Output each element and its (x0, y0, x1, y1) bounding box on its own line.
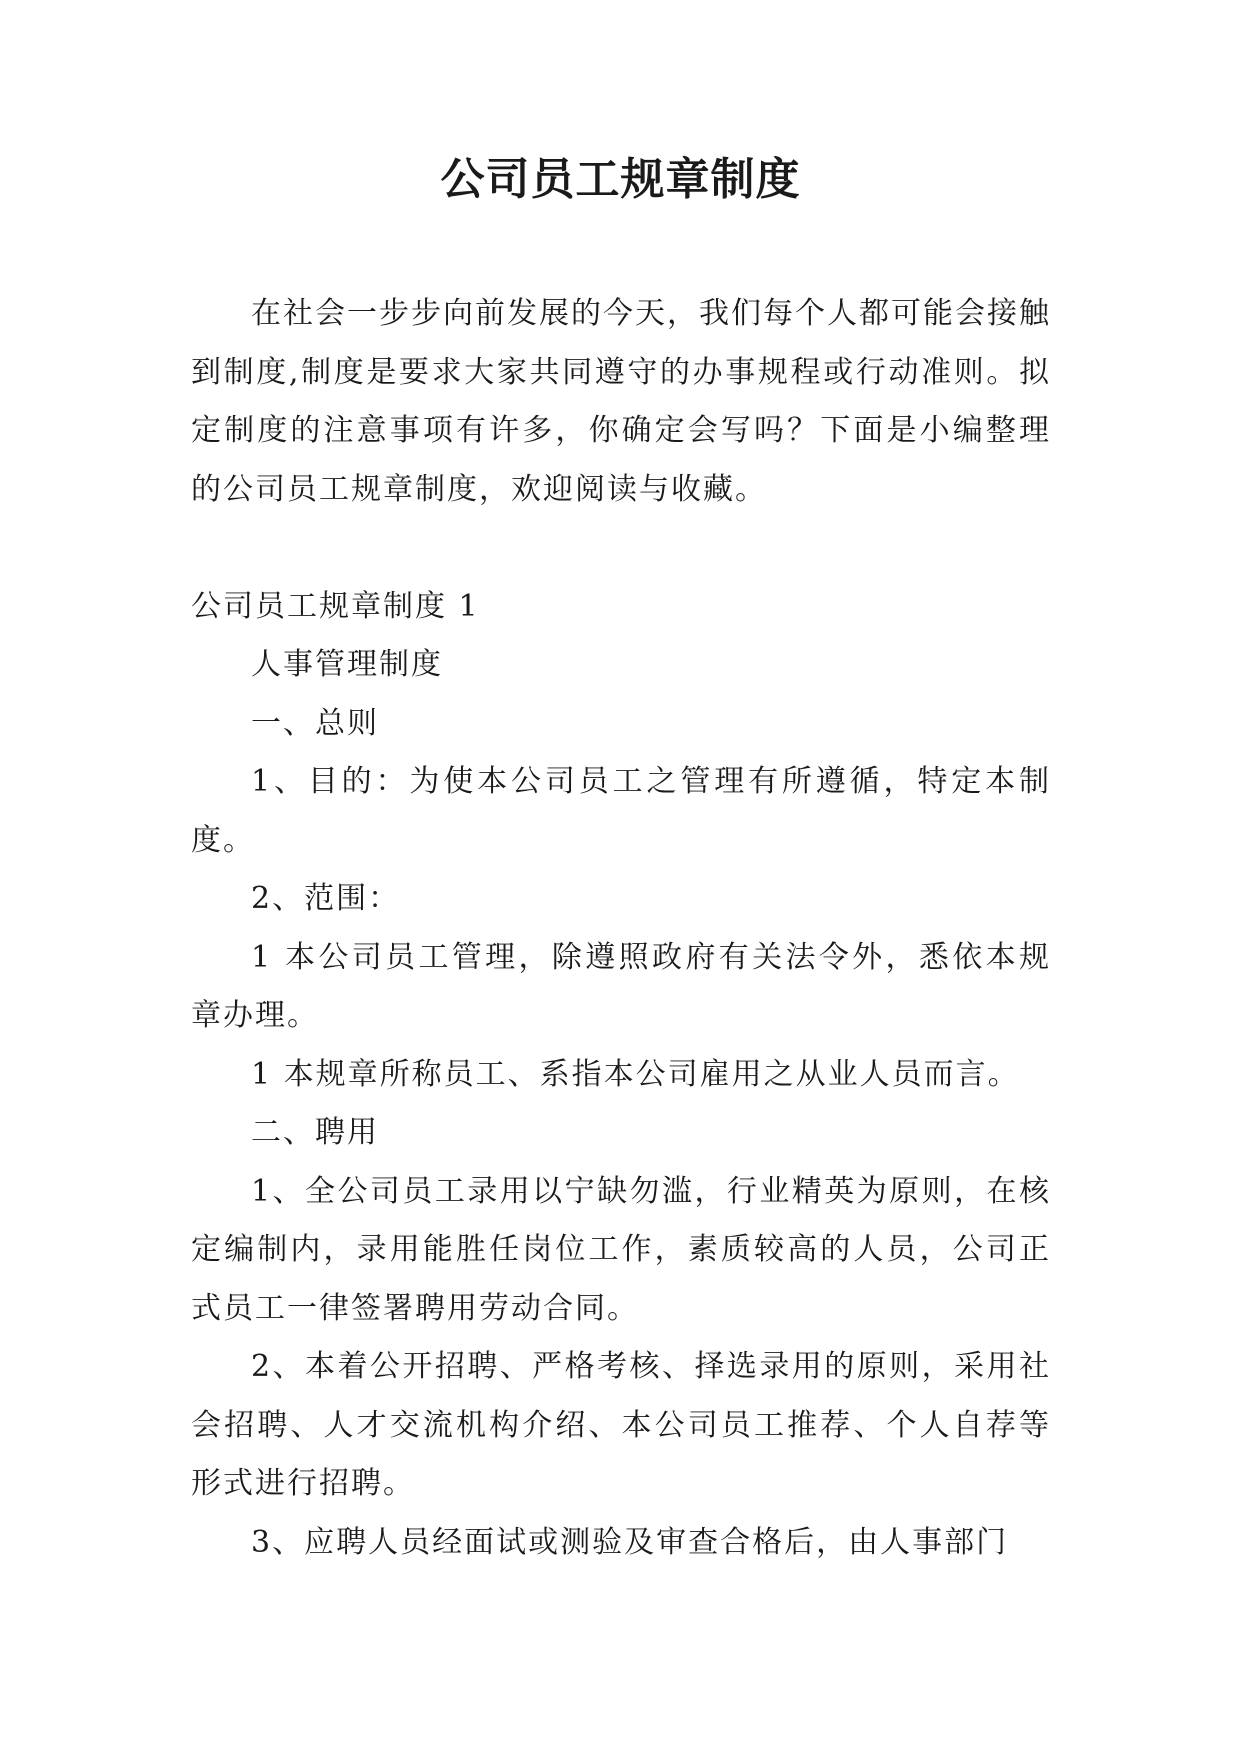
document-title: 公司员工规章制度 (440, 154, 801, 205)
purpose-paragraph: 1、目的：为使本公司员工之管理有所遵循，特定本制度。 (191, 764, 1051, 858)
scope-item-2: 1 本规章所称员工、系指本公司雇用之从业人员而言。 (251, 1056, 1020, 1092)
scope-paragraph: 2、范围： (251, 881, 401, 916)
subheading: 人事管理制度 (251, 647, 443, 682)
section-heading: 公司员工规章制度 1 (191, 588, 480, 624)
hire-paragraph-2: 2、本着公开招聘、严格考核、择选录用的原则，采用社会招聘、人才交流机构介绍、本公司员工推荐、个人自荐等形式进行招聘。 (191, 1349, 1051, 1501)
part1-heading: 一、总则 (251, 705, 379, 741)
scope-item-1: 1 本公司员工管理，除遵照政府有关法令外，悉依本规章办理。 (191, 939, 1051, 1033)
hire-paragraph-1: 1、全公司员工录用以宁缺勿滥，行业精英为原则，在核定编制内，录用能胜任岗位工作，素质较高的人员，公司正式员工一律签署聘用劳动合同。 (191, 1173, 1051, 1326)
intro-paragraph: 在社会一步步向前发展的今天，我们每个人都可能会接触到制度,制度是要求大家共同遵守的办事规程或行动准则。拟定制度的注意事项有许多，你确定会写吗？下面是小编整理的公司员工规章制度，欢迎阅读与收藏。 (191, 296, 1051, 507)
part2-heading: 二、聘用 (251, 1115, 379, 1150)
hire-paragraph-3: 3、应聘人员经面试或测验及审查合格后，由人事部门 (251, 1524, 1009, 1560)
document-body (191, 285, 1051, 1572)
